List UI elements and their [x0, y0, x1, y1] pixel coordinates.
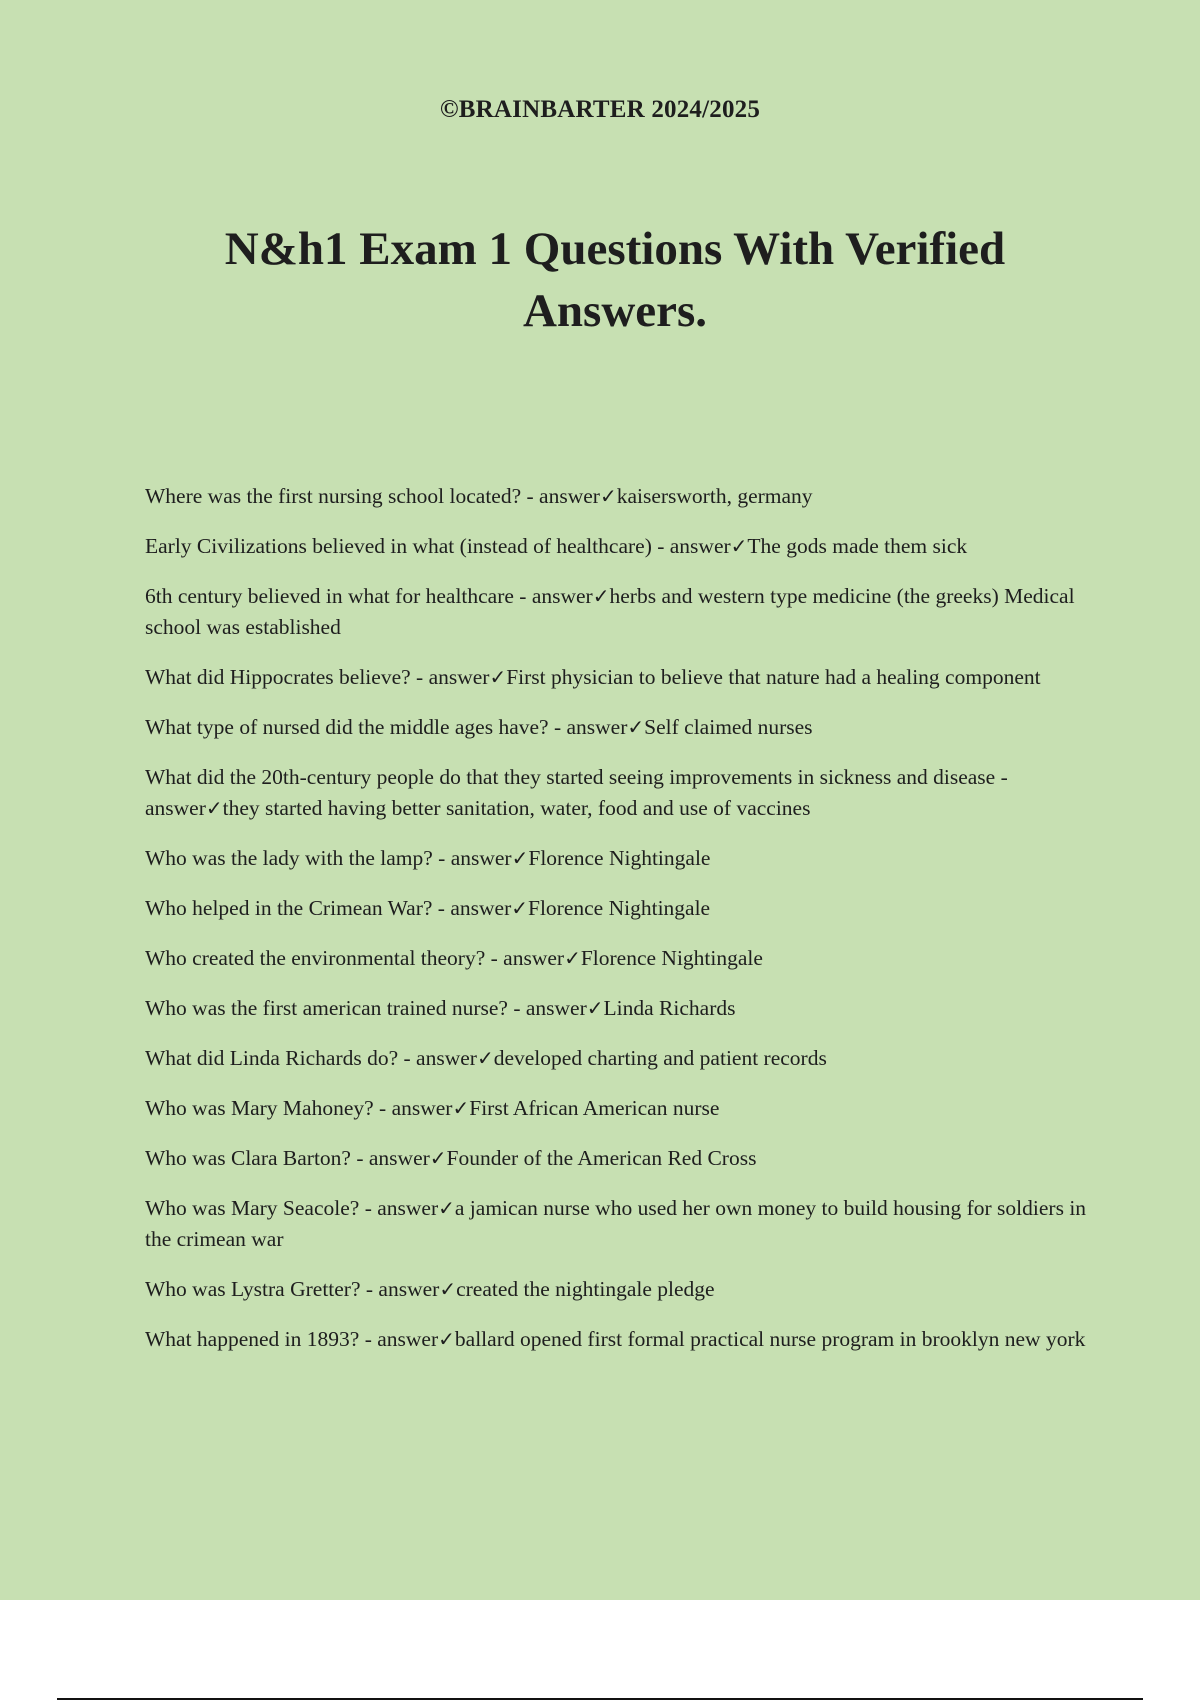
checkmark-icon: ✓	[439, 1277, 457, 1301]
answer-text: First African American nurse	[469, 1096, 720, 1120]
checkmark-icon: ✓	[205, 796, 223, 820]
checkmark-icon: ✓	[627, 715, 645, 739]
qa-item	[145, 712, 1090, 743]
question-text: What did Hippocrates believe? - answer	[145, 665, 490, 689]
answer-text: First physician to believe that nature had a healing component	[506, 665, 1041, 689]
question-text: Where was the first nursing school located? - answer	[145, 484, 600, 508]
qa-item	[145, 993, 1090, 1024]
answer-text: Florence Nightingale	[528, 896, 711, 920]
qa-item	[145, 843, 1090, 874]
answer-text: Linda Richards	[603, 996, 736, 1020]
question-text: 6th century believed in what for healthcare - answer	[145, 584, 593, 608]
answer-text: herbs and western type medicine (the greeks) Medical school was established	[145, 584, 1075, 639]
qa-item	[145, 1143, 1090, 1174]
answer-text: a jamican nurse who used her own money to build housing for soldiers in the crimean war	[145, 1196, 1087, 1251]
question-text: Early Civilizations believed in what (instead of healthcare) - answer	[145, 534, 731, 558]
question-text: Who was the lady with the lamp? - answer	[145, 846, 512, 870]
qa-item	[145, 481, 1090, 512]
question-text: Who was Mary Seacole? - answer	[145, 1196, 439, 1220]
qa-item	[145, 762, 1090, 824]
checkmark-icon: ✓	[730, 534, 748, 558]
checkmark-icon: ✓	[452, 1096, 470, 1120]
qa-item	[145, 1093, 1090, 1124]
question-text: What did the 20th-century people do that they started seeing improvements in sickness and disease - answer	[145, 765, 1008, 820]
answer-text: Florence Nightingale	[528, 846, 711, 870]
qa-item	[145, 1324, 1090, 1355]
answer-text: created the nightingale pledge	[456, 1277, 715, 1301]
document-title: N&h1 Exam 1 Questions With Verified Answers.	[224, 223, 1006, 337]
question-text: What did Linda Richards do? - answer	[145, 1046, 477, 1070]
question-text: Who was Clara Barton? - answer	[145, 1146, 430, 1170]
qa-item	[145, 531, 1090, 562]
qa-item	[145, 1043, 1090, 1074]
checkmark-icon: ✓	[592, 584, 610, 608]
qa-item	[145, 581, 1090, 643]
qa-item	[145, 1274, 1090, 1305]
copyright-header: ©BRAINBARTER 2024/2025	[439, 96, 761, 123]
answer-text: The gods made them sick	[747, 534, 968, 558]
checkmark-icon: ✓	[438, 1196, 455, 1220]
answer-text: Florence Nightingale	[580, 946, 763, 970]
question-text: Who was Mary Mahoney? - answer	[145, 1096, 453, 1120]
answer-text: they started having better sanitation, water, food and use of vaccines	[222, 796, 811, 820]
checkmark-icon: ✓	[429, 1146, 447, 1170]
checkmark-icon: ✓	[476, 1046, 494, 1070]
answer-text: ballard opened first formal practical nurse program in brooklyn new york	[454, 1327, 1086, 1351]
qa-item	[145, 662, 1090, 693]
checkmark-icon: ✓	[438, 1327, 455, 1351]
checkmark-icon: ✓	[564, 946, 581, 970]
checkmark-icon: ✓	[586, 996, 604, 1020]
question-text: Who was the first american trained nurse? - answer	[145, 996, 587, 1020]
qa-item	[145, 1193, 1090, 1255]
question-text: What type of nursed did the middle ages have? - answer	[145, 715, 628, 739]
answer-text: Founder of the American Red Cross	[446, 1146, 757, 1170]
checkmark-icon: ✓	[511, 846, 529, 870]
question-text: Who was Lystra Gretter? - answer	[145, 1277, 440, 1301]
checkmark-icon: ✓	[599, 484, 617, 508]
question-text: What happened in 1893? - answer	[145, 1327, 439, 1351]
question-text: Who created the environmental theory? - answer	[145, 946, 565, 970]
checkmark-icon: ✓	[489, 665, 507, 689]
qa-item	[145, 943, 1090, 974]
answer-text: kaisersworth, germany	[616, 484, 813, 508]
question-text: Who helped in the Crimean War? - answer	[145, 896, 512, 920]
answer-text: Self claimed nurses	[644, 715, 813, 739]
qa-list	[145, 481, 1090, 1374]
answer-text: developed charting and patient records	[493, 1046, 827, 1070]
qa-item	[145, 893, 1090, 924]
checkmark-icon: ✓	[511, 896, 528, 920]
